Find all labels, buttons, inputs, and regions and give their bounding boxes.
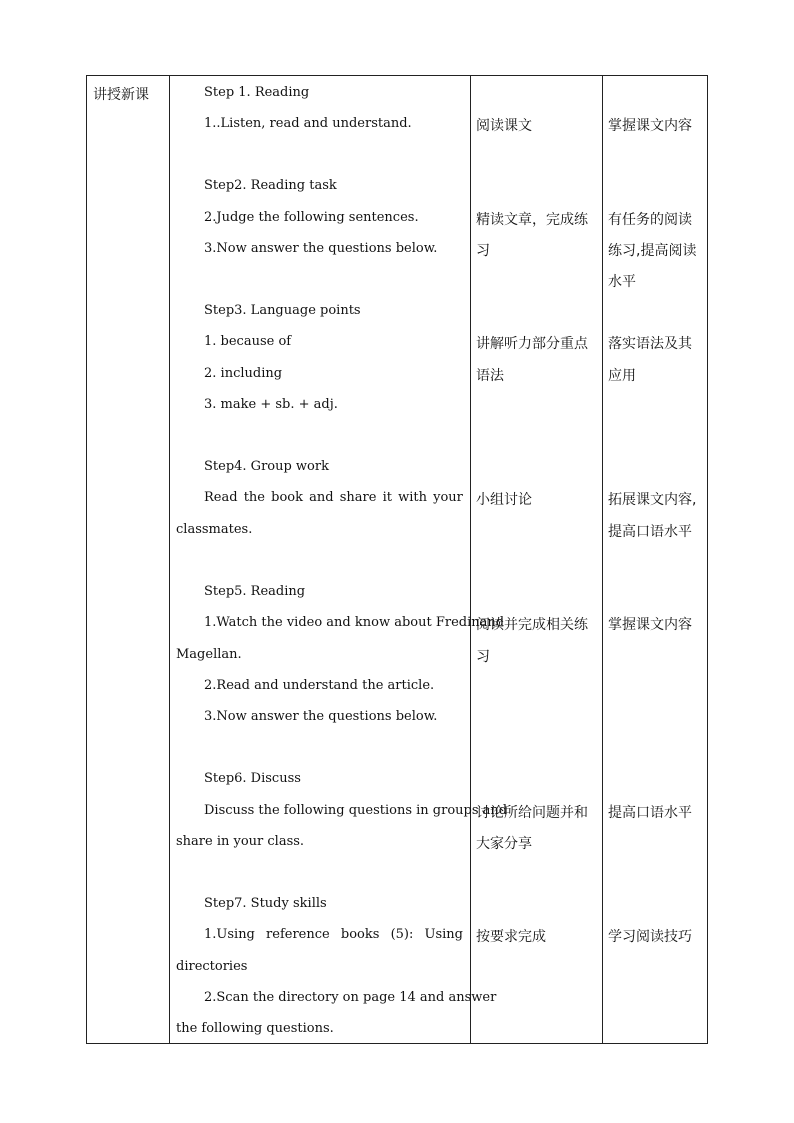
activity-column <box>470 76 602 1043</box>
step-line: share in your class. <box>176 834 305 849</box>
lesson-plan-table <box>86 75 708 1044</box>
aim-text: 掌握课文内容 <box>608 617 692 633</box>
step-title: Step7. Study skills <box>204 896 327 911</box>
step-line: the following questions. <box>176 1021 334 1036</box>
word: it <box>382 490 392 505</box>
aim-text: 拓展课文内容, <box>608 492 697 508</box>
step-line: 3. make + sb. + adj. <box>204 397 338 412</box>
step-line: directories <box>176 959 248 974</box>
step-line: 2.Read and understand the article. <box>204 678 435 693</box>
step-line: 1..Listen, read and understand. <box>204 116 412 131</box>
aim-column <box>602 76 709 1043</box>
step-line: 2.Scan the directory on page 14 and answer <box>204 990 497 1005</box>
aim-text: 掌握课文内容 <box>608 118 692 134</box>
step-title: Step5. Reading <box>204 584 306 599</box>
step-line: 1. because of <box>204 334 292 349</box>
activity-text: 阅读并完成相关练 <box>476 617 588 633</box>
step-line: Discuss the following questions in groups and <box>204 803 508 818</box>
step-title: Step4. Group work <box>204 459 329 474</box>
step-line: classmates. <box>176 522 253 537</box>
aim-text: 水平 <box>608 274 636 290</box>
step-line: 2. including <box>204 366 283 381</box>
activity-text: 阅读课文 <box>476 118 532 134</box>
aim-text: 提高口语水平 <box>608 524 692 540</box>
step-line: Magellan. <box>176 647 242 662</box>
step-line: 3.Now answer the questions below. <box>204 709 438 724</box>
word: (5): <box>390 927 414 942</box>
aim-text: 有任务的阅读 <box>608 212 692 228</box>
step-title: Step6. Discuss <box>204 771 301 786</box>
word: share <box>339 490 377 505</box>
activity-text: 讲解听力部分重点 <box>476 336 588 352</box>
activity-text: 语法 <box>476 368 504 384</box>
word: the <box>243 490 265 505</box>
step-title: Step 1. Reading <box>204 85 310 100</box>
activity-text: 讨论所给问题并和 <box>476 805 588 821</box>
aim-text: 学习阅读技巧 <box>608 929 692 945</box>
row-label: 讲授新课 <box>93 87 149 103</box>
word: 1.Using <box>204 927 255 942</box>
aim-text: 应用 <box>608 368 636 384</box>
step-line: 2.Judge the following sentences. <box>204 210 419 225</box>
word: reference <box>266 927 330 942</box>
word: your <box>433 490 463 505</box>
aim-text: 练习,提高阅读 <box>608 243 697 259</box>
step-title: Step3. Language points <box>204 303 361 318</box>
activity-text: 小组讨论 <box>476 492 532 508</box>
activity-text: 习 <box>476 649 490 665</box>
step-title: Step2. Reading task <box>204 178 337 193</box>
activity-text: 习 <box>476 243 490 259</box>
word: and <box>309 490 334 505</box>
aim-text: 落实语法及其 <box>608 336 692 352</box>
word: book <box>271 490 303 505</box>
activity-text: 大家分享 <box>476 836 532 852</box>
activity-text: 精读文章，完成练 <box>476 212 588 228</box>
step-line-justified <box>204 927 463 942</box>
word: Using <box>424 927 463 942</box>
word: books <box>340 927 380 942</box>
step-line: 1.Watch the video and know about Fredinand <box>204 615 505 630</box>
activity-text: 按要求完成 <box>476 929 546 945</box>
aim-text: 提高口语水平 <box>608 805 692 821</box>
word: Read <box>204 490 238 505</box>
step-line-justified <box>204 490 463 505</box>
word: with <box>398 490 427 505</box>
step-line: 3.Now answer the questions below. <box>204 241 438 256</box>
